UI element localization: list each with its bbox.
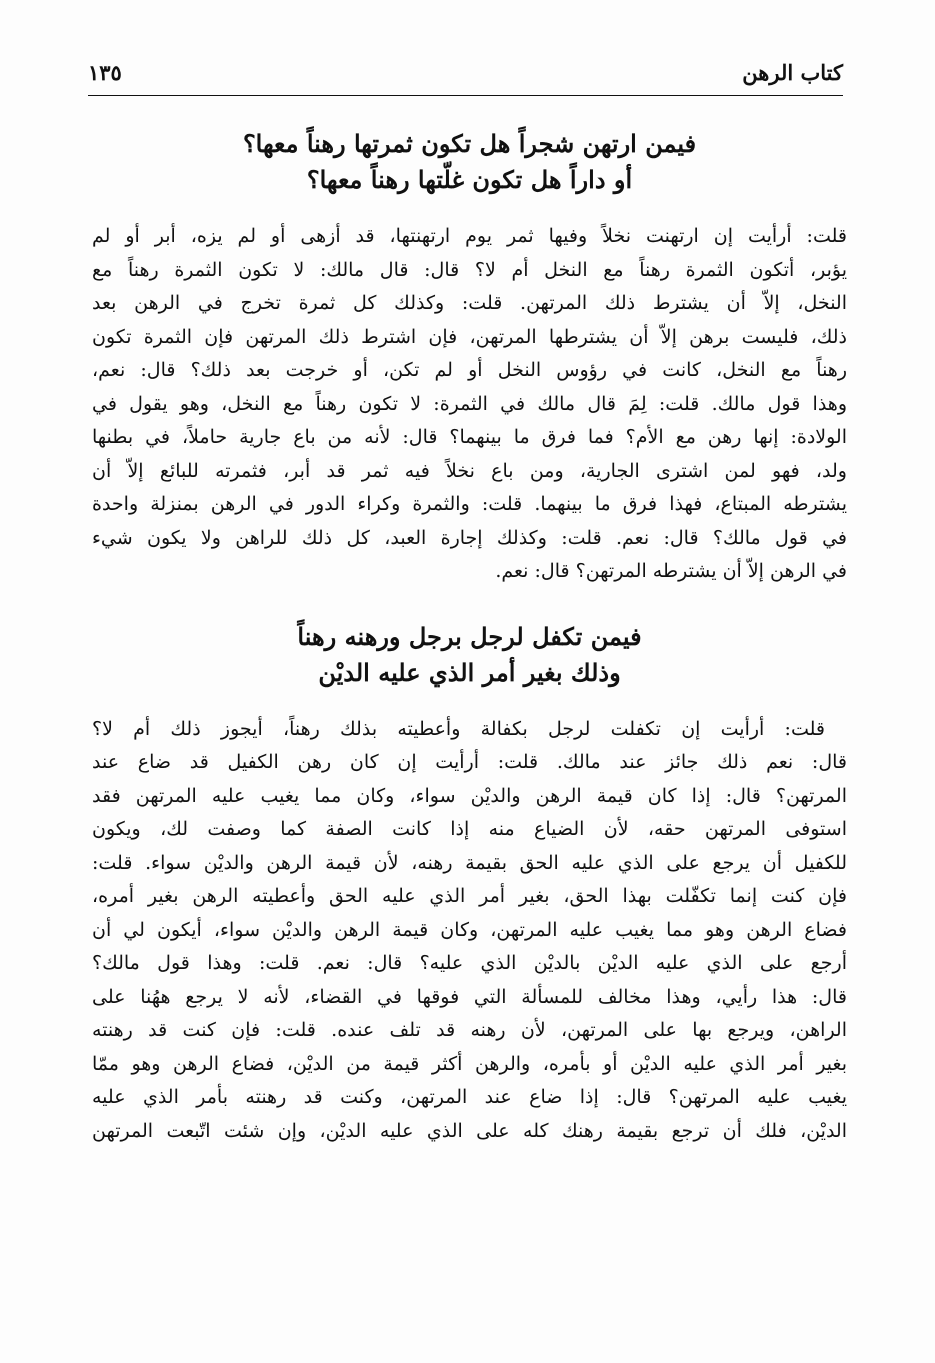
- section-heading: [92, 126, 847, 198]
- page-number: ١٣٥: [88, 60, 122, 85]
- heading-line: وذلك بغير أمر الذي عليه الديْن: [318, 657, 621, 687]
- text-line: أرجع على الذي عليه الديْن بالديْن الذي عليه؟ قال: نعم. قلت: وهذا قول مالك؟: [92, 952, 847, 974]
- section-heading: [92, 619, 847, 691]
- text-line: قال: نعم ذلك جائز عند مالك. قلت: أرأيت إن كان رهن الكفيل قد ضاع عند: [92, 751, 847, 773]
- text-line: ذلك، فليست برهن إلاّ أن يشترطها المرتهن، فإن اشترط ذلك المرتهن فإن الثمرة تكون: [92, 325, 847, 348]
- header-rule: [88, 95, 843, 96]
- text-line: في قول مالك؟ قال: نعم. قلت: وكذلك إجارة العبد، كل ذلك للراهن ولا يكون شيء: [92, 526, 847, 549]
- section-text: [92, 220, 847, 589]
- text-line: المرتهن؟ قال: إذا كان قيمة الرهن والديْن سواء، وكان مما يغيب عليه المرتهن فقد: [92, 784, 847, 807]
- text-line: النخل، إلاّ أن يشترط ذلك المرتهن. قلت: وكذلك كل ثمرة تخرج في الرهن بعد: [92, 292, 847, 314]
- text-line: وهذا قول مالك. قلت: لِمَ قال مالك في الثمرة: لا تكون رهناً مع النخل، وهو يقول في: [92, 392, 847, 415]
- text-line: في الرهن إلاّ أن يشترطه المرتهن؟ قال: نعم.: [495, 560, 847, 582]
- page-body: [92, 112, 847, 1148]
- text-line: يشترطه المبتاع، فهذا فرق ما بينهما. قلت: والثمرة وكراء الدور في الرهن بمنزلة واحدة: [92, 493, 847, 515]
- text-line: فضاع الرهن وهو مما يغيب عليه المرتهن، وكان قيمة الرهن والديْن سواء، أيكون لي أن: [92, 918, 847, 941]
- text-line: قلت: أرأيت إن تكفلت لرجل بكفالة وأعطيته بذلك رهناً، أيجوز ذلك أم لا؟: [92, 717, 825, 740]
- text-line: بغير أمر الذي عليه الديْن أو بأمره، والرهن أكثر قيمة من الديْن، فضاع الرهن وهو ممّا: [92, 1052, 847, 1075]
- section-text: [92, 713, 847, 1149]
- text-line: الديْن، فلك أن ترجع بقيمة رهنك كله على الذي عليه الديْن، وإن شئت اتّبعت المرتهن: [92, 1119, 847, 1142]
- text-line: يؤبر، أتكون الثمرة رهناً مع النخل أم لا؟ قال: قال مالك: لا تكون الثمرة رهناً مع: [92, 258, 847, 281]
- heading-line: فيمن تكفل لرجل برجل ورهنه رهناً: [297, 621, 642, 651]
- text-line: قلت: أرأيت إن ارتهنت نخلاً وفيها ثمر يوم ارتهنتها، قد أزهى أو لم يزه، أبر أو لم: [92, 225, 847, 247]
- running-head: [88, 58, 843, 94]
- text-line: قال: هذا رأيي، وهذا مخالف للمسألة التي فوقها في القضاء، لأنه لا يرجع ههُنا على: [92, 985, 847, 1008]
- text-line: ولد، فهو لمن اشترى الجارية، ومن باع نخلاً فيه ثمر قد أبر، فثمرته للبائع إلاّ أن: [92, 459, 847, 482]
- text-line: فإن كنت إنما تكفّلت بهذا الحق، بغير أمر الذي عليه الحق وأعطيته الرهن بغير أمره،: [92, 885, 847, 907]
- book-title: كتاب الرهن: [742, 60, 843, 85]
- heading-line: أو داراً هل تكون غلّتها رهناً معها؟: [306, 165, 633, 194]
- text-line: الراهن، ويرجع بها على المرتهن، لأن رهنه قد تلف عنده. قلت: فإن كنت قد رهنته: [92, 1019, 847, 1041]
- text-line: الولادة: إنها رهن مع الأم؟ فما فرق ما بينهما؟ قال: لأنه من باع جارية حاملاً، في بطنها: [92, 426, 847, 448]
- text-line: يغيب عليه المرتهن؟ قال: إذا ضاع عند المرتهن، وكنت قد رهنته بأمر الذي عليه: [92, 1086, 847, 1108]
- text-line: للكفيل أن يرجع على الذي عليه الحق بقيمة رهنه، لأن قيمة الرهن والديْن سواء. قلت:: [92, 851, 847, 874]
- heading-line: فيمن ارتهن شجراً هل تكون ثمرتها رهناً معها؟: [242, 129, 697, 158]
- text-line: رهناً مع النخل، كانت في رؤوس النخل أو لم تكن، أو خرجت بعد ذلك؟ قال: نعم،: [92, 359, 847, 381]
- text-line: استوفى المرتهن حقه، لأن الضياع منه إذا كانت الصفة كما وصفت لك، ويكون: [92, 818, 847, 840]
